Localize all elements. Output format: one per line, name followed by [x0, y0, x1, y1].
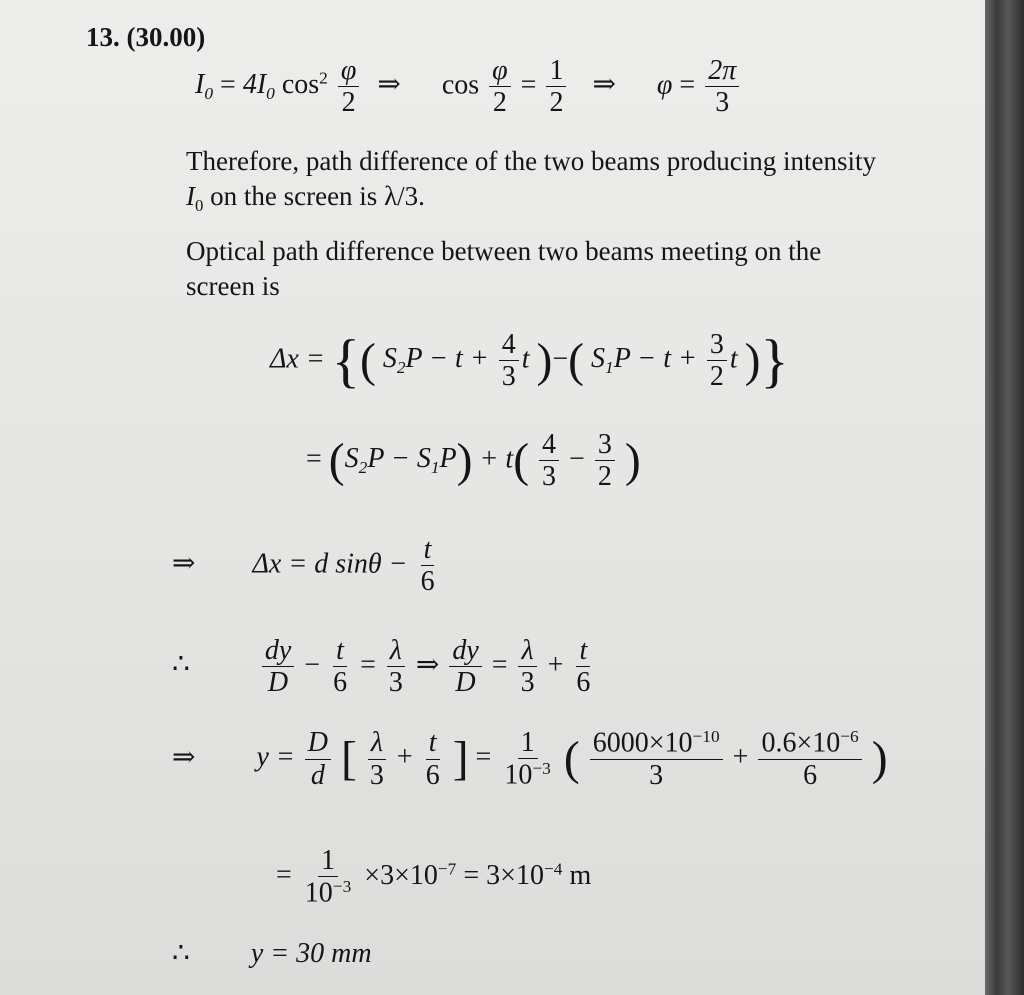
- eq1-phi: φ: [656, 69, 673, 101]
- eq5-frac-t-6-2: $\frac{t}{6}$: [576, 635, 591, 699]
- eq1-equals-2: =: [679, 69, 696, 101]
- eq3-s2p-s1p: $S_2P - S_1P$: [344, 443, 457, 478]
- eq5-therefore: ∴: [172, 649, 190, 681]
- equation-simplified: = $(S_2P - S_1P) + t$( $\frac{4}{3}$ − $\frac{3}{2}$ ): [306, 429, 641, 493]
- eq8-therefore: ∴: [172, 938, 190, 969]
- eq5-frac-lambda-3-2: $\frac{\lambda}{3}$: [518, 636, 538, 698]
- equation-y-result: = $\frac{1}{10^{-3}}$ $\times 3\times 10^{-7} = 3\times 10^{-4}$ m: [276, 845, 592, 909]
- equation-intensity: $I_0 = 4I_0$ $\cos^2$ $\frac{\varphi}{2}$ ⇒ cos $\frac{\varphi}{2}$ = $\frac{1}{2}$ ⇒ φ = $\frac{2\pi}{3}$: [195, 56, 742, 118]
- paragraph-optical-path: [186, 236, 821, 302]
- paragraph-path-difference: [186, 146, 876, 216]
- eq6-frac-lambda-3: $\frac{\lambda}{3}$: [367, 728, 387, 790]
- eq5-frac-dy-D: $\frac{dy}{D}$: [262, 636, 294, 698]
- eq6-frac-thickness: $\frac{0.6\times 10^{-6}}{6}$: [758, 728, 861, 790]
- eq6-frac-t-6: $\frac{t}{6}$: [425, 727, 440, 791]
- equation-delta-x: Δx = {( $S_2P - t$ + $\frac{4}{3}$ t )−( $S_1P - t$ + $\frac{3}{2}$ t )}: [270, 328, 789, 394]
- eq4-arrow: ⇒: [172, 548, 196, 580]
- equation-final-answer: [172, 936, 372, 970]
- eq2-s1p: $S_1P - t$ +: [591, 343, 697, 378]
- eq1-arrow-1: ⇒: [377, 69, 401, 101]
- eq1-cos-2: cos: [441, 69, 480, 101]
- answer-value: (30.00): [126, 22, 206, 52]
- eq7-result: = $3\times 10^{-4}$ m: [463, 859, 592, 891]
- eq6-arrow: ⇒: [172, 741, 196, 773]
- eq5-frac-t-6: $\frac{t}{6}$: [333, 635, 348, 699]
- eq4-frac-t-6: $\frac{t}{6}$: [420, 534, 435, 598]
- eq1-frac-half: $\frac{1}{2}$: [546, 56, 566, 118]
- para1-line1: Therefore, path difference of the two beams producing intensity: [186, 146, 877, 176]
- equation-dy-over-d: ∴ $\frac{dy}{D}$ − $\frac{t}{6}$ = $\frac{\lambda}{3}$ ⇒ $\frac{dy}{D}$ = $\frac{\lambda}{3}$ + $\frac{t}{6}$: [172, 636, 596, 698]
- eq1-arrow-2: ⇒: [592, 69, 616, 101]
- eq1-equals: =: [520, 69, 537, 101]
- eq2-lhs: Δx =: [270, 343, 325, 375]
- eq1-cos: $\cos^2$: [281, 68, 328, 101]
- eq5-frac-lambda-3: $\frac{\lambda}{3}$: [386, 636, 406, 698]
- para2-line2: screen is: [186, 271, 280, 301]
- question-number: 13.: [86, 22, 120, 52]
- eq6-frac-D-d: $\frac{D}{d}$: [305, 728, 331, 790]
- eq8-body: y = 30 mm: [250, 938, 372, 969]
- equation-delta-x-result: [172, 535, 441, 597]
- equation-y-calculation: ⇒ y = $\frac{D}{d}$ [ $\frac{\lambda}{3}$ + $\frac{t}{6}$ ] = $\frac{1}{10^{-3}}$ ( $\frac{6000\times 10^{-10}}{3}$ + $\frac{0.6\times 10^{-6}}{6}$ ): [172, 727, 888, 791]
- eq1-frac-2pi-3: $\frac{2\pi}{3}$: [705, 56, 739, 118]
- solution-header: [86, 22, 205, 53]
- eq2-frac-3-2: $\frac{3}{2}$: [707, 330, 727, 392]
- eq6-frac-wavelength: $\frac{6000\times 10^{-10}}{3}$: [590, 728, 723, 790]
- book-spine: [985, 0, 1024, 995]
- eq1-coef: $4I_0$: [242, 69, 275, 104]
- eq6-frac-1-over-10e-3: $\frac{1}{10^{-3}}$: [504, 727, 551, 791]
- eq3-frac-3-2: $\frac{3}{2}$: [595, 430, 615, 492]
- para2-line1: Optical path difference between two beams meeting on the: [186, 236, 822, 266]
- eq2-frac-4-3: $\frac{4}{3}$: [499, 330, 519, 392]
- eq4-body: Δx = d sinθ −: [252, 548, 408, 580]
- eq7-product: $\times 3\times 10^{-7}$: [364, 859, 457, 891]
- eq1-lhs: $I_0$: [195, 69, 214, 104]
- eq7-frac-1-over-10e-3: $\frac{1}{10^{-3}}$: [304, 845, 352, 909]
- eq3-frac-4-3: $\frac{4}{3}$: [539, 430, 559, 492]
- para1-line2: $I_0$ on the screen is λ/3.: [186, 181, 425, 215]
- eq2-s2p: $S_2P - t$ +: [382, 343, 489, 378]
- eq1-frac-phi-2: $\frac{\varphi}{2}$: [338, 56, 360, 118]
- eq5-frac-dy-D-2: $\frac{dy}{D}$: [449, 636, 481, 698]
- eq1-frac-phi-2b: $\frac{\varphi}{2}$: [489, 56, 511, 118]
